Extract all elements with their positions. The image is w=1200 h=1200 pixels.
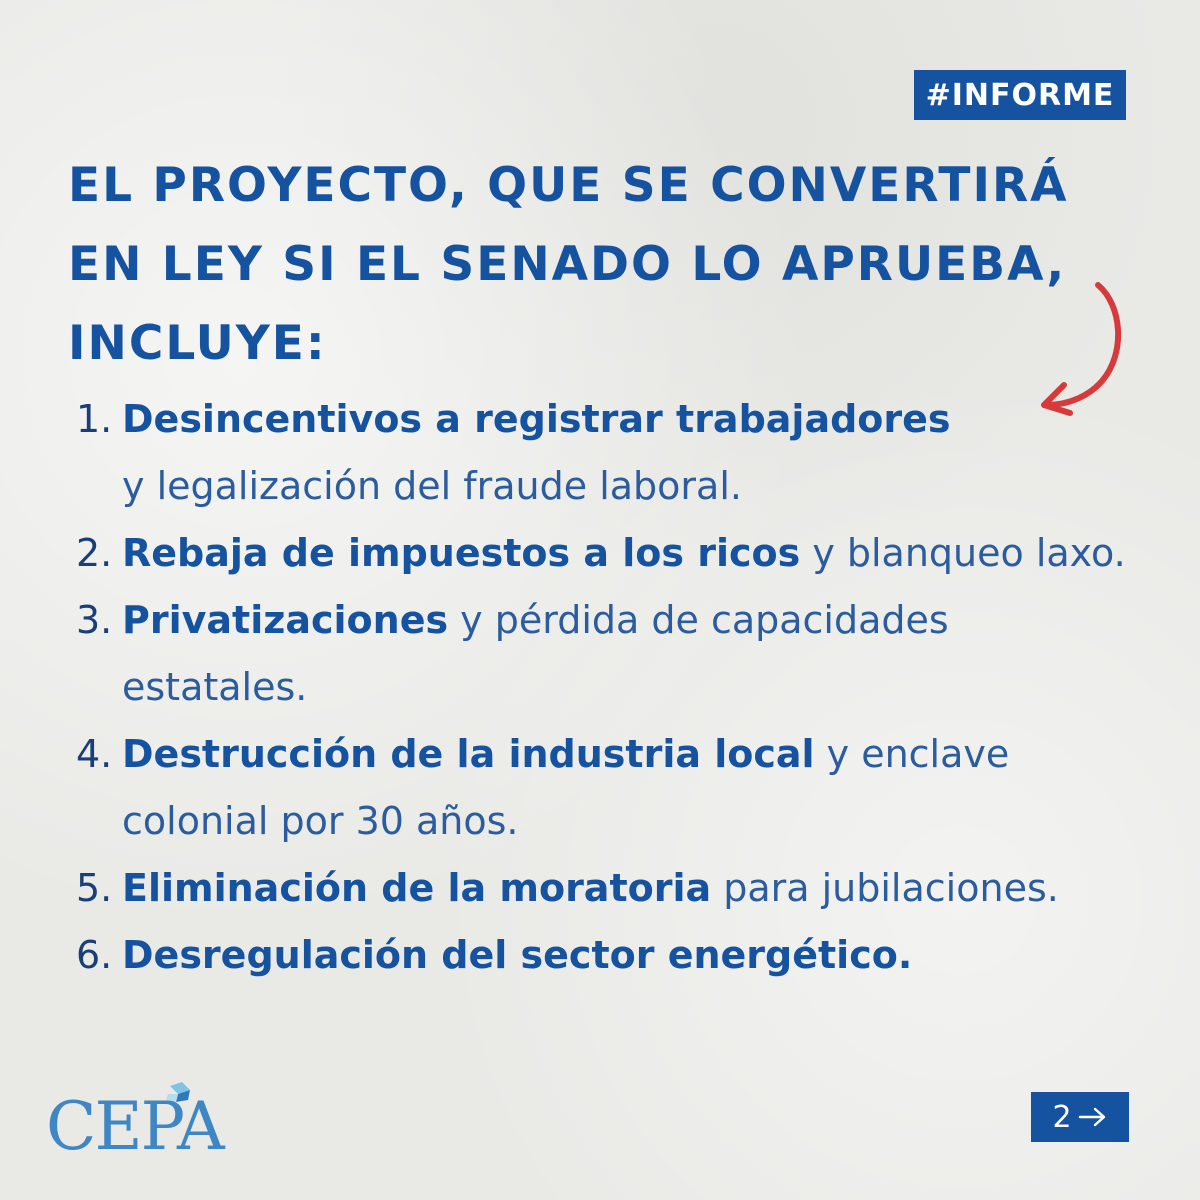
informe-tag [914,70,1126,120]
list-item-text [122,587,1136,721]
list-item-2 [76,520,1136,587]
list-item-bold: Rebaja de impuestos a los ricos [122,531,801,575]
list-item-rest: y blanqueo laxo. [800,531,1126,575]
list-item-rest: para jubilaciones. [711,866,1059,910]
items-list [76,386,1136,989]
list-item-number: 1. [76,397,113,441]
page-number: 2 [1052,1099,1072,1135]
list-item-number: 4. [76,732,113,776]
list-item-bold: Desincentivos a registrar trabajadores [122,397,951,441]
list-item-text [122,922,1136,989]
list-item-number: 6. [76,933,113,977]
headline: EL PROYECTO, QUE SE CONVERTIRÁ EN LEY SI EL SENADO LO APRUEBA, INCLUYE: [68,158,1069,371]
list-item-rest: y legalización del fraude laboral. [122,464,742,508]
cepa-logo [42,1080,242,1170]
list-item-bold: Destrucción de la industria local [122,732,815,776]
list-item-3 [76,587,1136,721]
list-item-text [122,855,1136,922]
next-page-button[interactable] [1031,1092,1129,1142]
list-item-bold: Desregulación del sector energético. [122,933,913,977]
list-item-number: 5. [76,866,113,910]
list-item-text [122,721,1136,855]
logo-text: CEPA [46,1088,223,1165]
list-item-number: 2. [76,531,113,575]
list-item-rest: y pérdida de capacidades estatales. [122,598,949,709]
list-item-6 [76,922,1136,989]
list-item-text [122,520,1136,587]
arrow-right-icon [1078,1106,1108,1128]
list-item-text [122,386,1136,520]
list-item-5 [76,855,1136,922]
list-item-number: 3. [76,598,113,642]
list-item-1 [76,386,1136,520]
list-item-bold: Privatizaciones [122,598,449,642]
informe-tag-label: #INFORME [925,77,1115,113]
list-item-4 [76,721,1136,855]
list-item-rest: y enclave colonial por 30 años. [122,732,1010,843]
list-item-bold: Eliminación de la moratoria [122,866,712,910]
